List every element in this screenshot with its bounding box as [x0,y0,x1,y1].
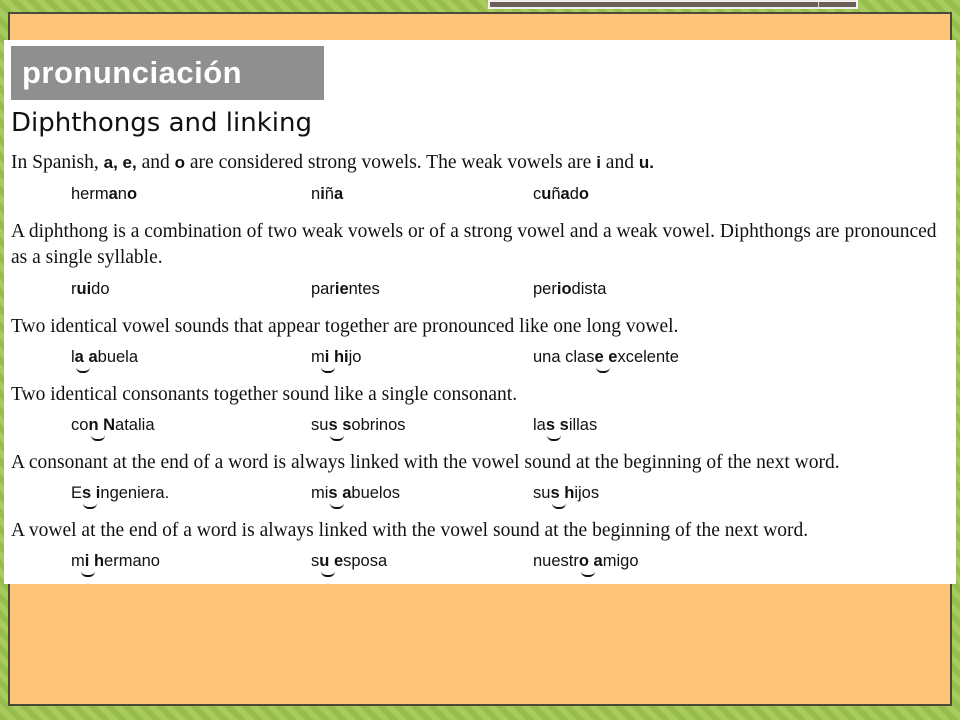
example-0-0 [71,184,137,204]
text-run: jo [348,348,362,366]
text-run: la [533,416,546,434]
text-run: ntes [348,280,380,298]
text-run: A consonant at the end of a word is always linked with the vowel sound at the beginning of the next word. [11,452,840,473]
text-run: par [311,280,335,298]
text-run: ñ [551,185,561,203]
section-0-text [11,150,949,176]
text-run: d [569,185,579,203]
example-1-2 [533,279,606,299]
emphasized-text: io [556,280,572,298]
emphasized-text: e [594,348,604,366]
emphasized-text: i [95,484,101,502]
emphasized-text: o [578,552,589,570]
text-run: buelos [351,484,401,502]
text-run: do [91,280,110,298]
example-2-1 [311,347,361,367]
text-run: are considered strong vowels. The weak vowels are [185,152,597,173]
text-run: l [71,348,75,366]
text-run: r [71,280,77,298]
emphasized-text: ui [76,280,92,298]
emphasized-text: a [108,185,118,203]
text-run: ngeniera. [100,484,170,502]
emphasized-text: a [593,552,603,570]
example-5-1 [311,551,387,571]
text-run: herm [71,185,109,203]
emphasized-text: s [328,484,338,502]
emphasized-text: h [93,552,105,570]
emphasized-text: o [578,185,589,203]
text-run: dista [571,280,607,298]
emphasized-text: s [550,484,560,502]
example-1-0 [71,279,110,299]
example-5-2 [533,551,639,571]
textbook-page [4,40,956,584]
top-bar [488,0,858,9]
text-run: and [136,152,175,173]
emphasized-text: a [333,185,344,203]
example-3-2 [533,415,597,435]
emphasized-text: u [319,552,330,570]
emphasized-text: a [88,348,98,366]
section-4-text [11,450,949,476]
text-run: illas [568,416,598,434]
section-3-text [11,382,949,408]
text-run: mi [311,484,329,502]
example-4-1 [311,483,400,503]
emphasized-text: n [88,416,99,434]
section-badge: pronunciación [11,46,324,100]
text-run: c [533,185,542,203]
text-run: m [71,552,85,570]
emphasized-text: s [82,484,92,502]
text-run: buela [97,348,139,366]
emphasized-text: h [564,484,575,502]
emphasized-text: i [320,185,325,203]
example-3-0 [71,415,155,435]
text-run: ermano [104,552,160,570]
text-run: ijos [574,484,600,502]
text-run: Two identical vowel sounds that appear together are pronounced like one long vowel. [11,316,679,337]
text-run: E [71,484,83,502]
text-run: m [311,348,325,366]
text-run: s [311,552,320,570]
section-5-text [11,518,949,544]
text-run: A vowel at the end of a word is always linked with the vowel sound at the beginning of the next word. [11,520,809,541]
emphasized-text: s [328,416,338,434]
example-1-1 [311,279,380,299]
example-5-0 [71,551,160,571]
emphasized-text: s [342,416,352,434]
emphasized-text: hi [333,348,349,366]
emphasized-text: o [126,185,138,203]
emphasized-text: i [324,348,330,366]
emphasized-text: N [103,416,116,434]
example-4-0 [71,483,169,503]
text-run: nuestr [533,552,579,570]
section-2-text [11,314,949,340]
example-4-2 [533,483,599,503]
text-run: xcelente [617,348,679,366]
emphasized-text: a, e, [103,153,137,172]
text-run: n [311,185,321,203]
text-run: su [533,484,551,502]
emphasized-text: s [559,416,569,434]
text-run: A diphthong is a combination of two weak vowels or of a strong vowel and a weak vowel. Diphthongs are pronounced as a single syllable. [11,221,937,268]
emphasized-text: i [596,153,601,172]
emphasized-text: a [342,484,352,502]
emphasized-text: ie [334,280,349,298]
emphasized-text: e [608,348,618,366]
text-run: una clas [533,348,595,366]
section-1-text [11,219,949,271]
text-run: ñ [324,185,334,203]
emphasized-text: o [174,153,186,172]
text-run: co [71,416,89,434]
text-run: atalia [115,416,155,434]
text-run: sposa [343,552,388,570]
emphasized-text: a [74,348,84,366]
text-run: su [311,416,329,434]
text-run: and [600,152,639,173]
example-2-0 [71,347,138,367]
text-run: Two identical consonants together sound like a single consonant. [11,384,518,405]
example-2-2 [533,347,679,367]
example-0-2 [533,184,589,204]
example-0-1 [311,184,343,204]
emphasized-text: a [560,185,570,203]
emphasized-text: u [541,185,552,203]
text-run: obrinos [351,416,406,434]
text-run: migo [602,552,639,570]
emphasized-text: s [545,416,556,434]
emphasized-text: e [333,552,344,570]
emphasized-text: i [84,552,90,570]
text-run: n [117,185,127,203]
page-heading: Diphthongs and linking [11,108,312,138]
text-run: In Spanish, [11,152,104,173]
emphasized-text: u. [638,153,654,172]
text-run: per [533,280,557,298]
example-3-1 [311,415,406,435]
